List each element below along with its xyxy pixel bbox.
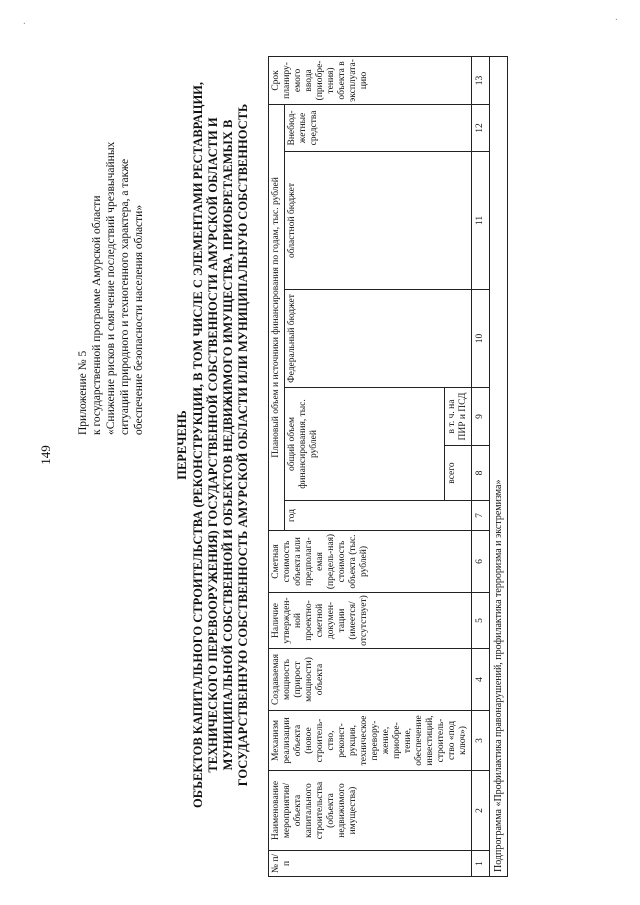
header-cell: Механизм реализации объекта (новое строитель-ство, реконст-рукция, техническое перевору-жение, приобре-тение, обеспечение инвестиций, строитель-ство «под ключ») xyxy=(269,711,472,771)
title-line: ГОСУДАРСТВЕННУЮ СОБСТВЕННОСТЬ АМУРСКОЙ ОБЛАСТИ ИЛИ МУНИЦИПАЛЬНУЮ СОБСТВЕННОСТЬ xyxy=(236,103,250,787)
column-number: 8 xyxy=(472,446,490,501)
column-number: 11 xyxy=(472,152,490,290)
objects-table xyxy=(268,56,508,877)
header-cell: всего xyxy=(445,446,472,501)
header-cell: общий объем финансирования, тыс. рублей xyxy=(285,388,445,501)
column-number: 2 xyxy=(472,771,490,851)
annex-line: ситуаций природного и техногенного характера, а также xyxy=(119,158,131,435)
header-cell: Наименование мероприятия/ объекта капитального строительства (объекта недвижимого имущества) xyxy=(269,771,472,851)
header-cell: областной бюджет xyxy=(285,152,472,290)
column-number: 10 xyxy=(472,290,490,388)
column-number: 13 xyxy=(472,56,490,104)
title-line: ОБЪЕКТОВ КАПИТАЛЬНОГО СТРОИТЕЛЬСТВА (РЕКОНСТРУКЦИИ, В ТОМ ЧИСЛЕ С ЭЛЕМЕНТАМИ РЕСТАВРАЦИИ, xyxy=(191,81,205,809)
header-cell: Федеральный бюджет xyxy=(285,290,472,388)
annex-line: обеспечение безопасности населения области» xyxy=(133,204,145,435)
scan-speck: · xyxy=(612,17,623,21)
subprogram-title: Подпрограмма «Профилактика правонарушений, профилактика терроризма и экстремизма» xyxy=(490,56,508,876)
annex-line: «Снижение рисков и смягчение последствий чрезвычайных xyxy=(105,141,117,435)
annex-title: Приложение № 5 xyxy=(77,350,89,435)
header-cell: № п/п xyxy=(269,851,472,877)
column-number: 6 xyxy=(472,531,490,593)
page-number: 149 xyxy=(38,445,53,465)
header-cell: Срок планиру-емого ввода (приобре-тения) объекта в эксплуата-цию xyxy=(269,56,472,104)
header-cell: Наличие утвержден-ной проектно-сметной докумен-тации (имеется/ отсутствует) xyxy=(269,593,472,649)
column-number: 7 xyxy=(472,501,490,531)
column-number: 4 xyxy=(472,649,490,711)
subprogram-row xyxy=(490,56,508,876)
header-row xyxy=(269,56,285,876)
header-cell: Сметная стоимость объекта или предполага-емая (предель-ная) стоимость объекта (тыс. рублей) xyxy=(269,531,472,593)
header-cell: Создаваемая мощность (прирост мощности) объекта xyxy=(269,649,472,711)
column-number: 5 xyxy=(472,593,490,649)
column-number: 3 xyxy=(472,711,490,771)
title-line: МУНИЦИПАЛЬНОЙ СОБСТВЕННОЙ И ОБЪЕКТОВ НЕДВИЖИМОГО ИМУЩЕСТВА, ПРИОБРЕТАЕМЫХ В xyxy=(221,119,235,771)
column-number: 9 xyxy=(472,388,490,446)
document-title xyxy=(175,15,251,875)
column-number: 1 xyxy=(472,851,490,877)
column-number-row xyxy=(472,56,490,876)
header-cell: Внебюд-жетные средства xyxy=(285,104,472,151)
column-number: 12 xyxy=(472,104,490,151)
header-cell: Плановый объем и источники финансирования по годам, тыс. рублей xyxy=(269,104,285,530)
annex-line: к государственной программе Амурской области xyxy=(91,195,103,435)
title-line: ТЕХНИЧЕСКОГО ПЕРЕВООРУЖЕНИЯ) ГОСУДАРСТВЕННОЙ СОБСТВЕННОСТИ АМУРСКОЙ ОБЛАСТИ И xyxy=(206,117,220,773)
scan-speck: · xyxy=(20,21,31,25)
title-heading: ПЕРЕЧЕНЬ xyxy=(175,410,189,480)
header-cell: в т. ч. на ПИР и ПСД xyxy=(445,388,472,446)
header-cell: год xyxy=(285,501,472,531)
annex-block xyxy=(76,15,146,435)
